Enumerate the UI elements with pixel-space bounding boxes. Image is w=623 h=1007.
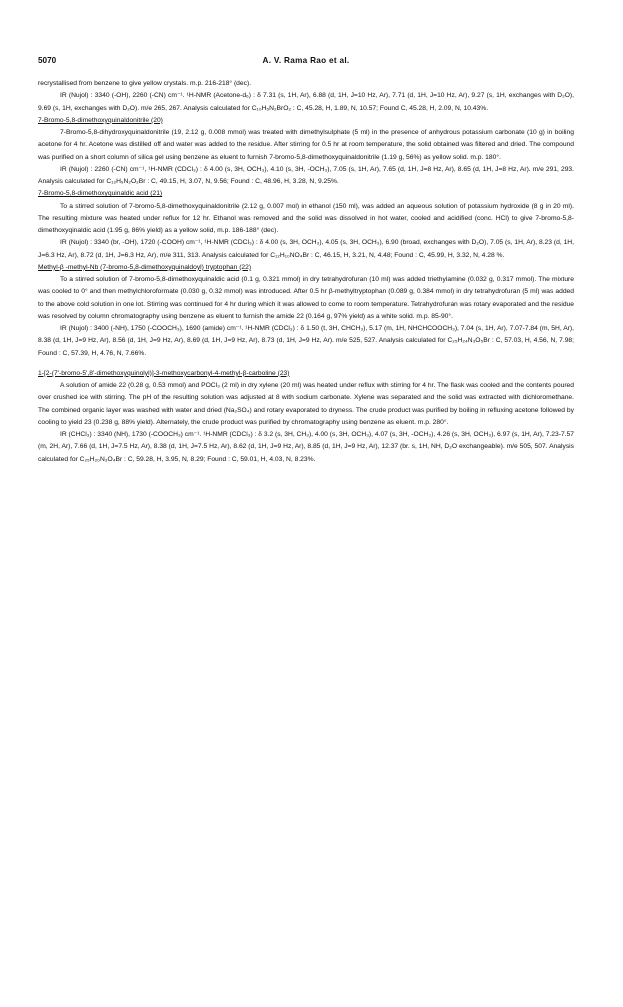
section-heading: Methyl-β -methyl-Nb (7-bromo-5,8-dimethoxyquinaldoyl) tryptophan (22) xyxy=(38,263,252,271)
section-heading: 1-[2-(7'-bromo-5',8'-dimethoxyquinolyl)]-3-methoxycarbonyl-4-methyl-β-carboline (23) xyxy=(38,369,290,377)
body-text xyxy=(38,78,574,466)
section-gap xyxy=(38,360,574,368)
page-number: 5070 xyxy=(38,56,57,65)
paragraph: A solution of amide 22 (0.28 g, 0.53 mmol) and POCl₃ (2 ml) in dry xylene (20 ml) was heated under reflux with stirring for 4 hr. The flask was cooled and the contents poured over crushed ice with stirring. The pH of the resulting solution was adjusted at 8 with sodium carbonate. Xylene was separated and the solid was extracted with dichloromethane. The combined organic layer was washed with water and dried (Na₂SO₄) and rotary evaporated to dryness. The crude product was purified by boiling in refluxing acetone followed by cooling to yield 23 (0.238 g, 88% yield). Alternately, the crude product was purified by chromatography using benzene as eluent. m.p. 280°. xyxy=(38,382,574,426)
paragraph: IR (Nujol) : 3340 (-OH), 2260 (-CN) cm⁻¹. ¹H-NMR (Acetone-d₆) : δ 7.31 (s, 1H, Ar), 6.88 (d, 1H, J=10 Hz, Ar), 7.71 (d, 1H, J=10 Hz, Ar), 9.27 (s, 1H, exchanges with D₂O), 9.69 (s, 1H, exchanges with D₂O). m/e 265, 267. Analysis calculated for C₁₀H₅N₂BrO₂ : C, 45.28, H, 1.89, N, 10.57; Found C, 45.28, H, 2.09, N, 10.43%. xyxy=(38,92,574,112)
paragraph: recrystallised from benzene to give yellow crystals. m.p. 216-218° (dec). xyxy=(38,80,252,87)
paragraph: To a stirred solution of 7-bromo-5,8-dimethoxyquinaldic acid (0.1 g, 0.321 mmol) in dry tetrahydrofuran (10 ml) was added triethylamine (0.032 g, 0.317 mmol). The mixture was cooled to 0° and then methylchloroformate (0.030 g, 0.32 mmol) was introduced. After 0.5 hr β-methyltryptophan (0.089 g, 0.384 mmol) in dry tetrahydrofuran (5 ml) was added to the above cold solution in one lot. Stirring was continued for 4 hr during which it was allowed to come to room temperature. Tetrahydrofuran was rotary evaporated and the residue was resolved by column chromatography using benzene as eluent to furnish the amide 22 (0.164 g, 97% yield) as a white solid. m.p. 85-90°. xyxy=(38,276,574,320)
running-head: A. V. Rama Rao et al. xyxy=(262,56,350,65)
section-heading: 7-Bromo-5,8-dimethoxyquinaldonitrile (20) xyxy=(38,116,163,124)
paragraph: To a stirred solution of 7-bromo-5,8-dimethoxyquinaldonitrile (2.12 g, 0.007 mol) in ethanol (150 ml), was added an aqueous solution of potassium hydroxide (8 g in 20 ml). The resulting mixture was heated under reflux for 12 hr. Ethanol was removed and the solid was dissolved in hot water, cooled and acidified (conc. HCl) to give 7-bromo-5,8-dimethoxyqinaldic acid (1.95 g, 86% yield) as a yellow solid, m.p. 186-188° (dec). xyxy=(38,202,574,234)
paragraph: IR (Nujol) : 3400 (-NH), 1750 (-COOCH₃), 1690 (amide) cm⁻¹. ¹H-NMR (CDCl₃) : δ 1.50 (t, 3H, CHCH₃), 5.17 (m, 1H, NHCHCOOCH₃), 7.04 (s, 1H, Ar), 7.07-7.84 (m, 5H, Ar), 8.38 (d, 1H, J=9 Hz, Ar), 8.56 (d, 1H, J=9 Hz, Ar), 8.69 (d, 1H, J=9 Hz, Ar), 8.73 (d, 1H, J=9 Hz, Ar). m/e 525, 527. Analysis calculated for C₂₅H₂₄N₃O₅Br : C, 57.03, H, 4.56, N, 7.98; Found : C, 57.39, H, 4.76, N, 7.66%. xyxy=(38,325,574,357)
page-header xyxy=(38,56,574,70)
paragraph: IR (Nujol) : 3340 (br, -OH), 1720 (-COOH) cm⁻¹, ¹H-NMR (CDCl₃) : δ 4.00 (s, 3H, OCH₃), 4.05 (s, 3H, OCH₃), 6.90 (broad, exchanges with D₂O), 7.05 (s, 1H, Ar), 8.23 (d, 1H, J=6.3 Hz, Ar), 8.72 (d, 1H, J=6.3 Hz, Ar), m/e 311, 313. Analysis calculated for C₁₂H₁₀NO₄Br : C, 46.15, H, 3.21, N, 4.48; Found : C, 45.99, H, 3.32, N, 4.28 %. xyxy=(38,239,574,259)
paragraph: IR (CHCl₃) : 3340 (NH), 1730 (-COOCH₃) cm⁻¹. ¹H-NMR (CDCl₃) : δ 3.2 (s, 3H, CH₃), 4.00 (s, 3H, OCH₃), 4.07 (s, 3H, -OCH₃), 4.26 (s, 3H, OCH₃), 6.97 (s, 1H, Ar), 7.23-7.57 (m, 2H, Ar), 7.66 (d, 1H, J=7.5 Hz, Ar), 8.38 (d, 1H, J=7.5 Hz, Ar), 8.62 (d, 1H, J=9 Hz, Ar), 8.85 (d, 1H, J=9 Hz, Ar), 12.37 (br. s, 1H, NH, D₂O exchangeable). m/e 505, 507. Analysis calculated for C₂₅H₂₀N₃O₄Br : C, 59.28, H, 3.95, N, 8.29; Found : C, 59.01, H, 4.03, N, 8.23%. xyxy=(38,431,574,463)
paragraph: 7-Bromo-5,8-dihydroxyquinaldonitrile (19, 2.12 g, 0.008 mmol) was treated with dimethylsulphate (5 ml) in the presence of anhydrous potassium carbonate (10 g) in boiling acetone for 4 hr. Acetone was distilled off and water was added to the residue. After stirring for 0.5 hr at room temperature, the solid obtained was filtered and dried. The compound was purified on a short column of silica gel using benzene as eluent to furnish 7-bromo-5,8-dimethoxyquinaldonitrile (1.19 g, 56%) as yellow solid. m.p. 180°. xyxy=(38,129,574,161)
section-heading: 7-Bromo-5,8-dimethoxyquinaldic acid (21) xyxy=(38,190,163,198)
paragraph: IR (Nujol) : 2260 (-CN) cm⁻¹, ¹H-NMR (CDCl₃) : δ 4.00 (s, 3H, OCH₃), 4.10 (s, 3H, -OCH₃), 7.05 (s, 1H, Ar), 7.65 (d, 1H, J=8 Hz, Ar), 8.65 (d, 1H, J=8 Hz, Ar). m/e 291, 293. Analysis calculated for C₁₂H₉N₂O₂Br : C, 49.15, H, 3.07, N, 9.56; Found : C, 48.96, H, 3.28, N, 9.25%. xyxy=(38,165,574,185)
